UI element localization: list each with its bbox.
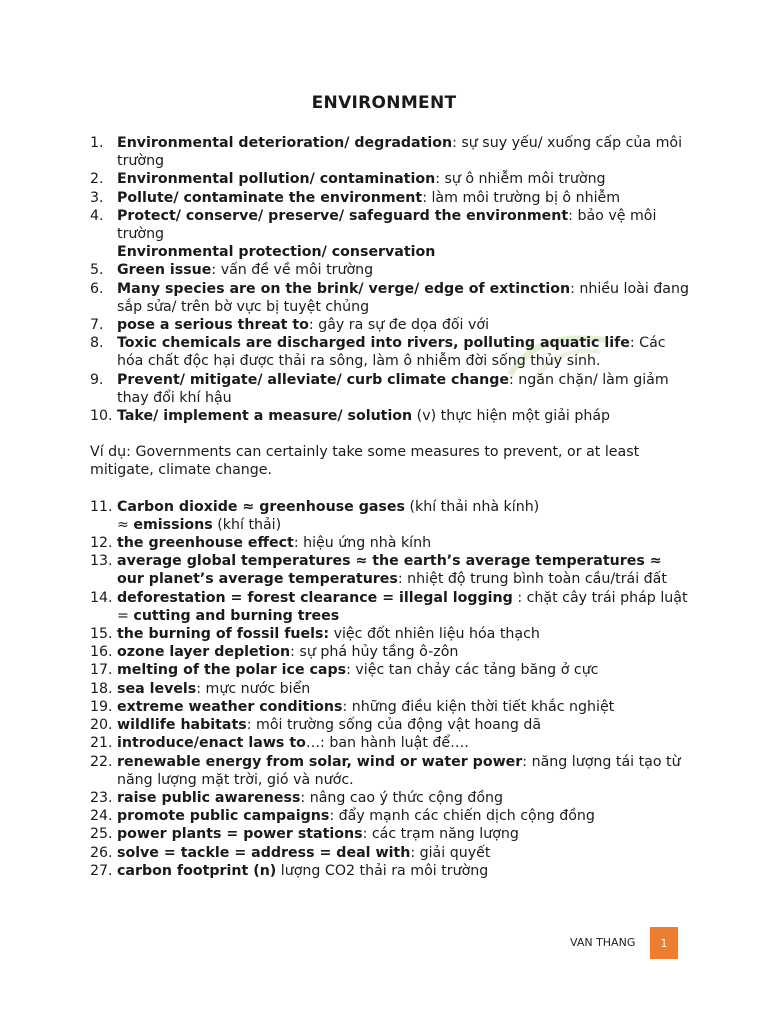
list-item xyxy=(90,680,690,698)
definition-text: (khí thải nhà kính) xyxy=(404,498,540,515)
definition-text: : sự ô nhiễm môi trường xyxy=(435,171,606,188)
item-number: 4. xyxy=(90,207,104,224)
definition-text: : gây ra sự đe dọa đối với xyxy=(308,317,490,334)
vocab-list-part-1 xyxy=(90,134,690,425)
list-item xyxy=(90,280,690,316)
item-number: 26. xyxy=(90,844,113,861)
definition-text: : làm môi trường bị ô nhiễm xyxy=(422,189,621,206)
term-text: Many species are on the brink/ verge/ edge of extinction xyxy=(117,280,571,297)
definition-text: (khí thải) xyxy=(212,516,282,533)
item-number: 5. xyxy=(90,262,104,279)
term-text: Protect/ conserve/ preserve/ safeguard the environment xyxy=(117,207,569,224)
list-item xyxy=(90,753,690,789)
term-text: renewable energy from solar, wind or water power xyxy=(117,753,523,770)
term-text: Take/ implement a measure/ solution xyxy=(117,408,413,425)
item-number: 15. xyxy=(90,626,113,643)
item-body xyxy=(117,825,690,843)
item-number: 24. xyxy=(90,808,113,825)
item-body xyxy=(117,189,690,207)
list-item xyxy=(90,498,690,534)
term-text: Pollute/ contaminate the environment xyxy=(117,189,423,206)
item-body xyxy=(117,789,690,807)
list-item xyxy=(90,789,690,807)
list-item xyxy=(90,625,690,643)
item-body xyxy=(117,552,690,588)
footer-author: VAN THANG xyxy=(570,936,636,949)
list-item xyxy=(90,844,690,862)
item-extra-line xyxy=(117,243,690,261)
definition-text: (v) thực hiện một giải pháp xyxy=(412,408,611,425)
list-item xyxy=(90,661,690,679)
list-item xyxy=(90,698,690,716)
item-body xyxy=(117,134,690,170)
item-body xyxy=(117,698,690,716)
spacer xyxy=(90,425,690,443)
definition-text: : các trạm năng lượng xyxy=(362,826,519,843)
term-text: power plants = power stations xyxy=(117,826,363,843)
term-text: wildlife habitats xyxy=(117,717,247,734)
list-item xyxy=(90,534,690,552)
item-number: 9. xyxy=(90,371,104,388)
list-item xyxy=(90,552,690,588)
item-number: 12. xyxy=(90,535,113,552)
item-number: 27. xyxy=(90,862,113,879)
item-number: 16. xyxy=(90,644,113,661)
term-text: the greenhouse effect xyxy=(117,535,294,552)
list-item xyxy=(90,807,690,825)
item-body xyxy=(117,280,690,316)
definition-text: : đẩy mạnh các chiến dịch cộng đồng xyxy=(329,808,595,825)
term-text: the burning of fossil fuels: xyxy=(117,626,330,643)
term-text: Environmental protection/ conservation xyxy=(117,244,436,261)
term-text: raise public awareness xyxy=(117,789,301,806)
item-number: 20. xyxy=(90,717,113,734)
item-body xyxy=(117,844,690,862)
item-number: 2. xyxy=(90,171,104,188)
item-body xyxy=(117,316,690,334)
definition-text: : sự phá hủy tầng ô-zôn xyxy=(290,644,459,661)
list-item xyxy=(90,371,690,407)
list-item xyxy=(90,407,690,425)
item-body xyxy=(117,753,690,789)
list-item xyxy=(90,716,690,734)
definition-text: : bảo vệ môi trường xyxy=(117,207,657,243)
item-body xyxy=(117,734,690,752)
item-body xyxy=(117,625,690,643)
term-text: cutting and burning trees xyxy=(133,607,340,624)
item-number: 18. xyxy=(90,680,113,697)
definition-text: việc đốt nhiên liệu hóa thạch xyxy=(329,626,540,643)
term-text: Carbon dioxide ≈ greenhouse gases xyxy=(117,498,405,515)
item-extra-line xyxy=(117,516,690,534)
item-number: 6. xyxy=(90,280,104,297)
term-text: Environmental pollution/ contamination xyxy=(117,171,436,188)
definition-text: ≈ xyxy=(117,516,134,533)
item-number: 23. xyxy=(90,789,113,806)
list-item xyxy=(90,734,690,752)
list-item xyxy=(90,316,690,334)
spacer xyxy=(90,480,690,498)
item-body xyxy=(117,207,690,262)
definition-text: : Các hóa chất độc hại được thải ra sông, làm ô nhiễm đời sống thủy sinh. xyxy=(117,335,666,370)
item-number: 10. xyxy=(90,408,113,425)
item-body xyxy=(117,716,690,734)
term-text: emissions xyxy=(133,516,213,533)
term-text: solve = tackle = address = deal with xyxy=(117,844,411,861)
item-body xyxy=(117,498,690,534)
vocabulary-list xyxy=(90,134,690,880)
term-text: ozone layer depletion xyxy=(117,644,291,661)
item-number: 11. xyxy=(90,498,113,515)
definition-text: : nhiều loài đang sắp sửa/ trên bờ vực bị tuyệt chủng xyxy=(117,280,689,315)
term-text: introduce/enact laws to xyxy=(117,735,306,752)
list-item xyxy=(90,134,690,170)
item-number: 7. xyxy=(90,317,104,334)
example-sentence: Ví dụ: Governments can certainly take some measures to prevent, or at least mitigate, climate change. xyxy=(90,444,640,479)
item-body xyxy=(117,589,690,625)
item-body xyxy=(117,407,690,425)
term-text: carbon footprint (n) xyxy=(117,862,277,879)
list-item xyxy=(90,589,690,625)
list-item xyxy=(90,207,690,262)
term-text: deforestation = forest clearance = illegal logging xyxy=(117,589,513,606)
definition-text: : sự suy yếu/ xuống cấp của môi trường xyxy=(117,135,683,170)
item-number: 21. xyxy=(90,735,113,752)
item-number: 13. xyxy=(90,553,113,570)
definition-text: lượng CO2 thải ra môi trường xyxy=(276,862,489,879)
term-text: pose a serious threat to xyxy=(117,317,309,334)
item-body xyxy=(117,261,690,279)
definition-text: : nhiệt độ trung bình toàn cầu/trái đất xyxy=(397,571,667,588)
item-body xyxy=(117,807,690,825)
item-body xyxy=(117,334,690,370)
item-body xyxy=(117,170,690,188)
list-item xyxy=(90,862,690,880)
definition-text: : môi trường sống của động vật hoang dã xyxy=(246,717,542,734)
list-item xyxy=(90,643,690,661)
item-number: 8. xyxy=(90,335,104,352)
definition-text: : giải quyết xyxy=(410,844,491,861)
term-text: sea levels xyxy=(117,680,197,697)
definition-text: : những điều kiện thời tiết khắc nghiệt xyxy=(342,698,615,715)
page-number-badge: 1 xyxy=(650,927,678,959)
definition-text: : nâng cao ý thức cộng đồng xyxy=(300,789,504,806)
definition-text: : năng lượng tái tạo từ năng lượng mặt trời, gió và nước. xyxy=(117,753,681,788)
item-number: 19. xyxy=(90,698,113,715)
item-number: 3. xyxy=(90,189,104,206)
item-body xyxy=(117,534,690,552)
definition-text: : ngăn chặn/ làm giảm thay đổi khí hậu xyxy=(117,371,669,406)
vocab-list-part-2 xyxy=(90,498,690,880)
list-item xyxy=(90,261,690,279)
term-text: Green issue xyxy=(117,262,212,279)
term-text: melting of the polar ice caps xyxy=(117,662,347,679)
definition-text: : chặt cây trái pháp luật = xyxy=(117,589,688,624)
item-number: 25. xyxy=(90,826,113,843)
item-body xyxy=(117,643,690,661)
item-number: 14. xyxy=(90,589,113,606)
definition-text: : việc tan chảy các tảng băng ở cực xyxy=(346,662,599,679)
definition-text: : vấn đề về môi trường xyxy=(211,262,374,279)
item-body xyxy=(117,680,690,698)
term-text: Toxic chemicals are discharged into rivers, polluting aquatic life xyxy=(117,335,630,352)
definition-text: : hiệu ứng nhà kính xyxy=(293,535,432,552)
page-title: ENVIRONMENT xyxy=(311,93,457,113)
item-number: 17. xyxy=(90,662,113,679)
term-text: Prevent/ mitigate/ alleviate/ curb climate change xyxy=(117,371,509,388)
item-number: 1. xyxy=(90,135,104,151)
item-body xyxy=(117,371,690,407)
term-text: average global temperatures ≈ the earth’s average temperatures ≈ our planet’s average temperatures xyxy=(117,553,662,588)
term-text: Environmental deterioration/ degradation xyxy=(117,135,453,151)
term-text: promote public campaigns xyxy=(117,808,330,825)
definition-text: : mực nước biển xyxy=(196,680,311,697)
item-body xyxy=(117,661,690,679)
item-body xyxy=(117,862,690,880)
list-item xyxy=(90,170,690,188)
item-number: 22. xyxy=(90,753,113,770)
list-item xyxy=(90,334,690,370)
list-item xyxy=(90,189,690,207)
term-text: extreme weather conditions xyxy=(117,698,343,715)
list-item xyxy=(90,825,690,843)
definition-text: …: ban hành luật để…. xyxy=(305,735,469,752)
